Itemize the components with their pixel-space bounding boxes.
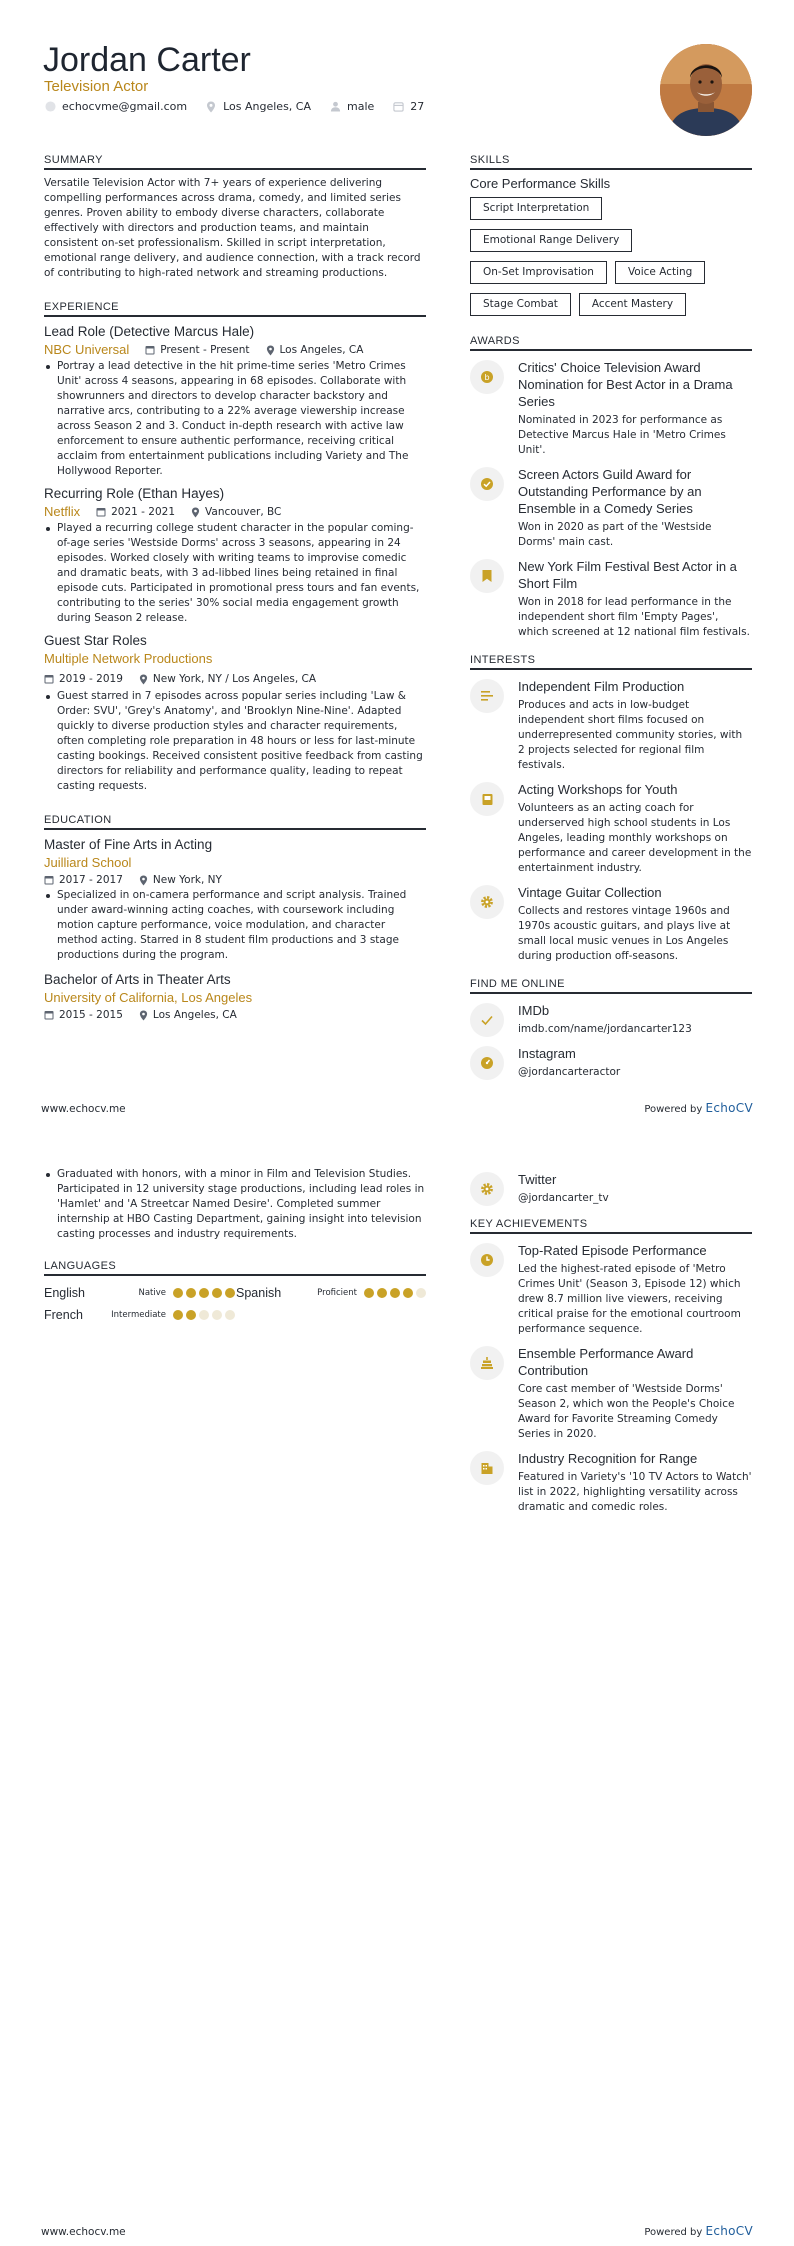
award-title: Screen Actors Guild Award for Outstanding Performance by an Ensemble in a Comedy Series <box>518 467 702 516</box>
language-entry <box>44 1282 236 1304</box>
location-pin-icon <box>139 875 148 886</box>
education-entry <box>44 836 426 963</box>
interest-title: Vintage Guitar Collection <box>518 885 662 900</box>
skill-tag: Accent Mastery <box>579 293 686 316</box>
left-column-continued <box>44 1167 426 1326</box>
rating-dot-filled <box>390 1288 400 1298</box>
experience-role: Lead Role (Detective Marcus Hale) <box>44 324 255 339</box>
interests-section <box>470 654 752 964</box>
rating-dot-filled <box>377 1288 387 1298</box>
language-name: English <box>44 1286 85 1300</box>
language-entry <box>44 1304 236 1326</box>
education-degree: Master of Fine Arts in Acting <box>44 837 213 852</box>
experience-org: Netflix <box>44 504 81 519</box>
skill-tags <box>470 197 752 325</box>
online-link[interactable]: @jordancarter_tv <box>518 1192 609 1204</box>
section-title-awards: AWARDS <box>470 335 752 351</box>
experience-location: Los Angeles, CA <box>266 342 364 358</box>
education-degree: Bachelor of Arts in Theater Arts <box>44 972 231 987</box>
award-title: Critics' Choice Television Award Nomination for Best Actor in a Drama Series <box>518 360 733 409</box>
achievement-entry <box>470 1345 752 1442</box>
location-text: Los Angeles, CA <box>223 100 312 113</box>
online-entry[interactable] <box>470 1002 752 1037</box>
experience-section <box>44 301 426 794</box>
education-location: New York, NY <box>139 872 222 888</box>
experience-description: Played a recurring college student character in the popular coming-of-age series 'Westside Dorms' across 3 seasons, appearing in 24 episodes. Worked closely with writing teams to improvise comedic and dramatic beats, with 3 ad-libbed lines being retained in final episode cuts. Participated in promotional press tours and fan events, contributing to the series' 30% social media engagement growth during Season 2 release. <box>44 521 426 626</box>
interest-description: Collects and restores vintage 1960s and 1970s acoustic guitars, and plays live at small local music venues in Los Angeles during production off-seasons. <box>518 905 731 962</box>
rating-dot-filled <box>364 1288 374 1298</box>
experience-description: Portray a lead detective in the hit prime-time series 'Metro Crimes Unit' across 4 seasons, appearing in 68 episodes. Collaborate with showrunners and directors to develop character backstory and narrative arcs, contributing to a 22% average viewership increase across Season 2 and 3. Conduct in-depth research with active law enforcement to ensure authentic performance, receiving critical acclaim from entertainment publications including Variety and The Hollywood Reporter. <box>44 359 426 479</box>
interest-description: Produces and acts in low-budget independent short films focused on underrepresented community stories, with 2 projects selected for regional film festivals. <box>518 699 743 771</box>
rating-dot-empty <box>199 1310 209 1320</box>
powered-by: Powered by EchoCV <box>644 1101 753 1115</box>
rating-dot-filled <box>403 1288 413 1298</box>
contact-row <box>44 100 442 113</box>
experience-meta <box>44 671 426 687</box>
award-entry <box>470 359 752 458</box>
rating-dot-filled <box>212 1288 222 1298</box>
gauge-icon <box>470 1046 504 1080</box>
language-rating <box>361 1288 426 1298</box>
language-name: French <box>44 1308 83 1322</box>
skills-subtitle: Core Performance Skills <box>470 176 611 191</box>
email-icon <box>44 101 56 113</box>
education-description: Graduated with honors, with a minor in Film and Television Studies. Participated in 12 university stage productions, including lead roles in 'Hamlet' and 'A Streetcar Named Desire'. Completed summer internship at HBO Casting Department, gaining insight into television casting processes and industry requirements. <box>44 1167 426 1242</box>
achievement-entry <box>470 1450 752 1515</box>
experience-location: Vancouver, BC <box>191 504 281 520</box>
education-dates: 2017 - 2017 <box>44 872 123 888</box>
online-entry[interactable] <box>470 1045 752 1080</box>
location-pin-icon <box>139 674 148 685</box>
gear-icon <box>470 1172 504 1206</box>
clock-icon <box>470 1243 504 1277</box>
online-section <box>470 978 752 1080</box>
rating-dot-filled <box>186 1288 196 1298</box>
skills-section <box>470 154 752 325</box>
language-level: Native <box>138 1288 166 1298</box>
achievement-title: Industry Recognition for Range <box>518 1451 698 1466</box>
email-text: echocvme@gmail.com <box>62 100 188 113</box>
interest-entry <box>470 884 752 964</box>
achievements-section <box>470 1218 752 1515</box>
award-title: New York Film Festival Best Actor in a Short Film <box>518 559 737 591</box>
calendar-icon <box>44 875 54 885</box>
age-text: 27 <box>410 100 425 113</box>
calendar-icon <box>392 101 404 113</box>
achievement-entry <box>470 1242 752 1337</box>
section-title-interests: INTERESTS <box>470 654 752 670</box>
education-location: Los Angeles, CA <box>139 1007 237 1023</box>
education-meta <box>44 1007 426 1023</box>
experience-role: Recurring Role (Ethan Hayes) <box>44 486 225 501</box>
interest-entry <box>470 678 752 773</box>
rating-dot-filled <box>173 1288 183 1298</box>
page-footer <box>41 1101 753 1115</box>
summary-text: Versatile Television Actor with 7+ years of experience delivering compelling performances across drama, comedy, and limited series genres. Proven ability to embody diverse characters, collaborate effectively with directors and production teams, and maintain consistent on-set professionalism. Skilled in script interpretation, emotional range delivery, and audience connection, with a track record of contributing to high-rated network and streaming productions. <box>44 177 421 279</box>
location-pin-icon <box>191 507 200 518</box>
check-badge-icon <box>470 467 504 501</box>
footer-brand: EchoCV <box>705 2224 753 2238</box>
summary-section <box>44 154 426 281</box>
achievement-title: Ensemble Performance Award Contribution <box>518 1346 694 1378</box>
online-link[interactable]: @jordancarteractor <box>518 1066 621 1078</box>
skill-tag: Voice Acting <box>615 261 705 284</box>
book-icon <box>470 782 504 816</box>
section-title-experience: EXPERIENCE <box>44 301 426 317</box>
achievement-title: Top-Rated Episode Performance <box>518 1243 707 1258</box>
language-rating <box>170 1310 235 1320</box>
resume-page-2 <box>0 1123 794 2246</box>
location-item <box>205 100 311 113</box>
language-entry <box>236 1282 426 1304</box>
gender-text: male <box>347 100 375 113</box>
footer-site-link[interactable]: www.echocv.me <box>41 1103 126 1115</box>
experience-description: Guest starred in 7 episodes across popular series including 'Law & Order: SVU', 'Grey's Anatomy', and 'Brooklyn Nine-Nine'. Adapted quickly to diverse production styles and character requirements, often completing role preparation in 48 hours or less for last-minute casting bookings. Received consistent positive feedback from casting directors for reliability and performance quality, leading to repeat casting requests. <box>44 689 426 794</box>
education-dates: 2015 - 2015 <box>44 1007 123 1023</box>
rating-dot-filled <box>199 1288 209 1298</box>
award-description: Won in 2018 for lead performance in the independent short film 'Empty Pages', which screened at 12 national film festivals. <box>518 596 750 638</box>
language-level: Proficient <box>317 1288 357 1298</box>
lines-icon <box>470 679 504 713</box>
location-pin-icon <box>205 101 217 113</box>
language-name: Spanish <box>236 1286 282 1300</box>
interest-title: Acting Workshops for Youth <box>518 782 678 797</box>
section-title-achievements: KEY ACHIEVEMENTS <box>470 1218 752 1234</box>
candidate-role: Television Actor <box>44 78 149 95</box>
svg-text:b: b <box>484 373 490 382</box>
award-description: Nominated in 2023 for performance as Detective Marcus Hale in 'Metro Crimes Unit'. <box>518 414 726 456</box>
experience-org: NBC Universal <box>44 342 130 357</box>
experience-meta <box>44 503 426 521</box>
rating-dot-filled <box>225 1288 235 1298</box>
interest-description: Volunteers as an acting coach for underserved high school students in Los Angeles, leading monthly workshops on performance and career development in the entertainment industry. <box>518 802 752 874</box>
achievement-description: Featured in Variety's '10 TV Actors to Watch' list in 2022, highlighting versatility across dramatic and comedic roles. <box>518 1471 752 1513</box>
award-entry <box>470 466 752 550</box>
rating-dot-filled <box>173 1310 183 1320</box>
experience-role: Guest Star Roles <box>44 633 147 648</box>
bookmark-icon <box>470 559 504 593</box>
section-title-summary: SUMMARY <box>44 154 426 170</box>
candidate-name: Jordan Carter <box>43 41 251 79</box>
interest-title: Independent Film Production <box>518 679 685 694</box>
location-pin-icon <box>266 345 275 356</box>
calendar-icon <box>145 345 155 355</box>
languages-section <box>44 1260 426 1326</box>
section-title-education: EDUCATION <box>44 814 426 830</box>
skill-tag: On-Set Improvisation <box>470 261 607 284</box>
section-title-languages: LANGUAGES <box>44 1260 426 1276</box>
footer-site-link[interactable]: www.echocv.me <box>41 2226 126 2238</box>
person-icon <box>329 101 341 113</box>
experience-dates: 2019 - 2019 <box>44 671 123 687</box>
online-name: Twitter <box>518 1172 557 1187</box>
right-column-continued <box>470 1171 752 1523</box>
gender-item <box>329 100 374 113</box>
left-column <box>44 154 426 1023</box>
powered-by: Powered by EchoCV <box>644 2224 753 2238</box>
rating-dot-filled <box>186 1310 196 1320</box>
rating-dot-empty <box>225 1310 235 1320</box>
achievement-description: Core cast member of 'Westside Dorms' Season 2, which won the People's Choice Award for Favorite Streaming Comedy Series in 2020. <box>518 1383 735 1440</box>
online-entry[interactable] <box>470 1171 752 1206</box>
email-item[interactable] <box>44 100 187 113</box>
online-name: Instagram <box>518 1046 576 1061</box>
check-icon <box>470 1003 504 1037</box>
age-item <box>392 100 424 113</box>
experience-entry <box>44 632 426 794</box>
experience-dates: 2021 - 2021 <box>96 504 175 520</box>
page-footer <box>41 2224 753 2238</box>
skill-tag: Stage Combat <box>470 293 571 316</box>
experience-entry <box>44 485 426 626</box>
education-meta <box>44 872 426 888</box>
education-school: Juilliard School <box>44 855 132 870</box>
rating-dot-empty <box>416 1288 426 1298</box>
language-level: Intermediate <box>111 1310 166 1320</box>
award-icon <box>470 360 504 394</box>
experience-location: New York, NY / Los Angeles, CA <box>139 671 316 687</box>
cake-icon <box>470 1346 504 1380</box>
award-entry <box>470 558 752 640</box>
education-description: Specialized in on-camera performance and script analysis. Trained under award-winning acting coaches, with coursework including motion capture performance, voice modulation, and character method acting. Starred in 8 student film productions and 3 stage productions during the program. <box>44 888 426 963</box>
education-school: University of California, Los Angeles <box>44 990 253 1005</box>
experience-org: Multiple Network Productions <box>44 651 213 666</box>
experience-dates: Present - Present <box>145 342 249 358</box>
achievement-description: Led the highest-rated episode of 'Metro Crimes Unit' (Season 3, Episode 12) which drew 8.7 million live viewers, receiving critical praise for the emotional courtroom performance sequence. <box>518 1263 741 1335</box>
calendar-icon <box>44 1010 54 1020</box>
section-title-online: FIND ME ONLINE <box>470 978 752 994</box>
award-description: Won in 2020 as part of the 'Westside Dorms' main cast. <box>518 521 712 548</box>
online-link[interactable]: imdb.com/name/jordancarter123 <box>518 1023 692 1035</box>
awards-section <box>470 335 752 640</box>
interest-entry <box>470 781 752 876</box>
right-column <box>470 154 752 1088</box>
avatar <box>660 44 752 136</box>
calendar-icon <box>44 674 54 684</box>
skill-tag: Emotional Range Delivery <box>470 229 632 252</box>
section-title-skills: SKILLS <box>470 154 752 170</box>
education-entry <box>44 971 426 1023</box>
skill-tag: Script Interpretation <box>470 197 602 220</box>
building-icon <box>470 1451 504 1485</box>
experience-meta <box>44 341 426 359</box>
online-name: IMDb <box>518 1003 550 1018</box>
location-pin-icon <box>139 1010 148 1021</box>
calendar-icon <box>96 507 106 517</box>
language-rating <box>170 1288 235 1298</box>
rating-dot-empty <box>212 1310 222 1320</box>
footer-brand: EchoCV <box>705 1101 753 1115</box>
experience-entry <box>44 323 426 479</box>
education-section <box>44 814 426 1023</box>
gear-icon <box>470 885 504 919</box>
